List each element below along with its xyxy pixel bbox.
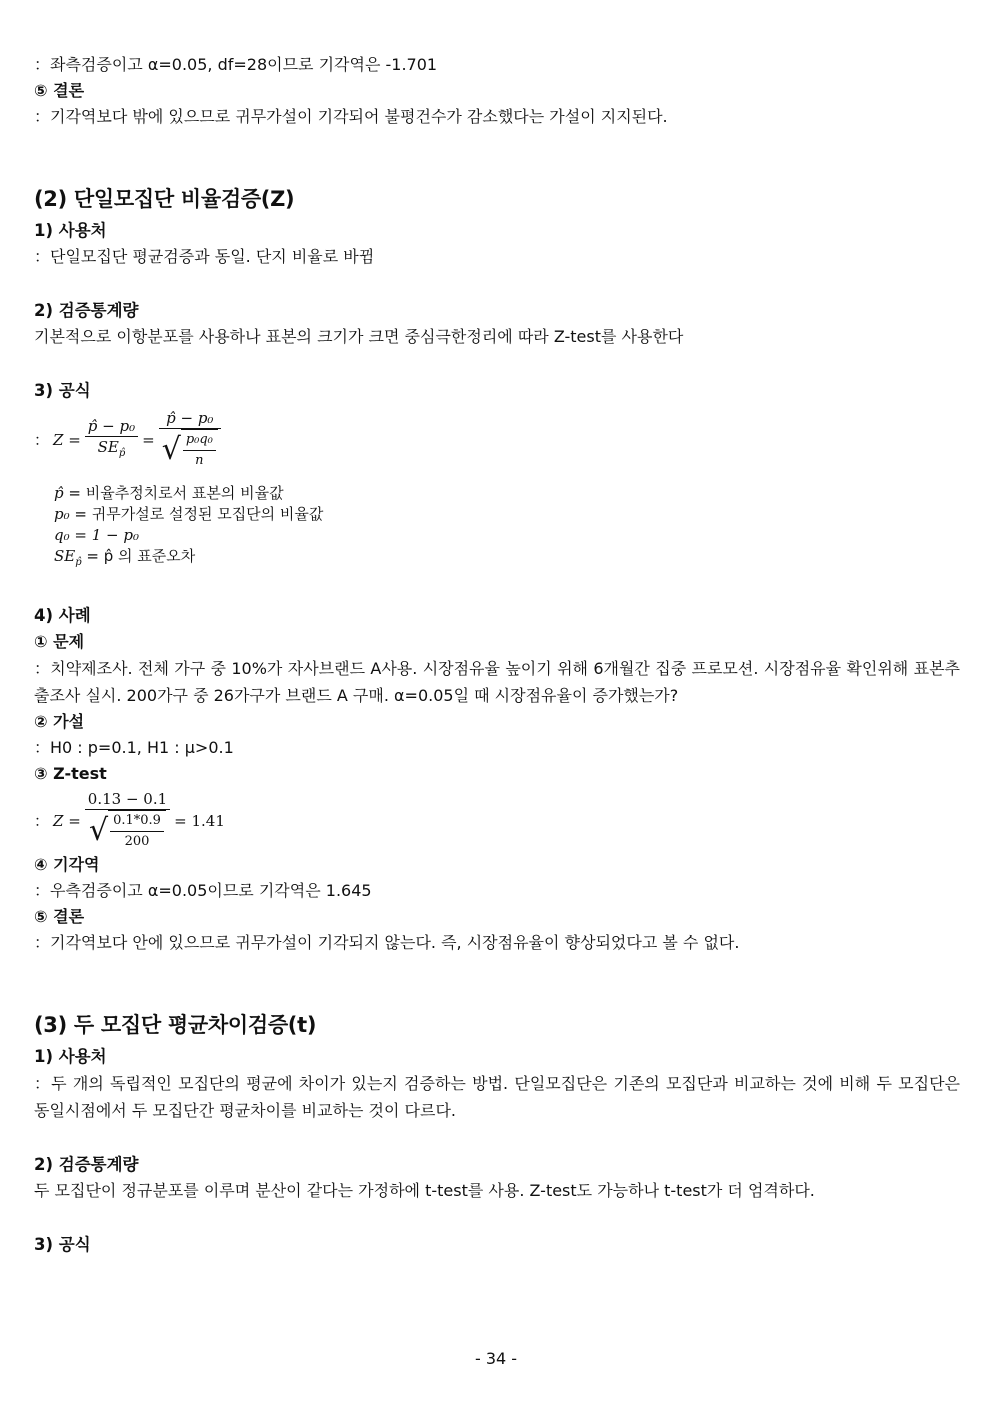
critical-heading: ④ 기각역: [34, 855, 100, 874]
usage-text: ：단일모집단 평균검증과 동일. 단지 비율로 바뀜: [34, 247, 375, 266]
definition-row: p₀ = 귀무가설로 설정된 모집단의 비율값: [54, 505, 324, 523]
formula-fraction-1: [85, 416, 138, 464]
hypothesis-heading: ② 가설: [34, 712, 85, 731]
page-number: - 34 -: [474, 1349, 518, 1368]
conclusion-text: ：기각역보다 밖에 있으므로 귀무가설이 기각되어 불평건수가 감소했다는 가설이 지지된다.: [34, 107, 668, 126]
formula-prefix: ：: [34, 812, 50, 830]
root-numerator: 0.1*0.9: [110, 811, 164, 832]
statistic-heading: 2) 검증통계량: [34, 1155, 139, 1174]
root-denominator: 200: [124, 834, 150, 849]
statistic-heading: 2) 검증통계량: [34, 301, 139, 320]
ztest-formula: [34, 789, 960, 852]
definition-row: $SE_{p̂}$ = p̂ 의 표준오차: [54, 547, 196, 568]
fraction-numerator: 0.13 − 0.1: [85, 789, 170, 810]
square-root: √ $\frac{0.1*0.9}{200}$: [89, 810, 166, 852]
root-numerator: p₀q₀: [183, 430, 216, 451]
z-formula: [34, 408, 960, 471]
fraction-denominator: [85, 810, 170, 852]
statistic-text: 두 모집단이 정규분포를 이루며 분산이 같다는 가정하에 t-test를 사용. Z-test도 가능하나 t-test가 더 엄격하다.: [34, 1181, 815, 1200]
section-title: (3) 두 모집단 평균차이검증(t): [34, 1013, 317, 1037]
conclusion-heading: ⑤ 결론: [34, 907, 85, 926]
ztest-result: = 1.41: [174, 811, 225, 830]
statistic-text: 기본적으로 이항분포를 사용하나 표본의 크기가 크면 중심극한정리에 따라 Z-test를 사용한다: [34, 327, 684, 346]
square-root: √ $\frac{\text{p₀q₀}}{n}$: [162, 429, 218, 471]
formula-equals: =: [142, 430, 155, 449]
fraction-numerator: p̂ − p₀: [159, 408, 221, 429]
ztest-heading: ③ Z-test: [34, 764, 107, 783]
critical-region-text: ：좌측검증이고 α=0.05, df=28이므로 기각역은 -1.701: [34, 55, 438, 74]
formula-lhs: Z =: [53, 811, 81, 830]
problem-heading: ① 문제: [34, 632, 85, 651]
critical-text: ：우측검증이고 α=0.05이므로 기각역은 1.645: [34, 881, 372, 900]
fraction-denominator: $SE_{p̂}$: [97, 437, 126, 459]
formula-fraction-2: [159, 408, 221, 471]
root-denominator: n: [195, 453, 204, 468]
formula-heading: 3) 공식: [34, 1235, 91, 1254]
definition-row: p̂ = 비율추정치로서 표본의 비율값: [54, 484, 284, 502]
conclusion-text: ：기각역보다 안에 있으므로 귀무가설이 기각되지 않는다. 즉, 시장점유율이 향상되었다고 볼 수 없다.: [34, 933, 740, 952]
formula-prefix: ：: [34, 431, 50, 449]
fraction-denominator: [159, 429, 221, 471]
section-title: (2) 단일모집단 비율검증(Z): [34, 187, 295, 211]
example-heading: 4) 사례: [34, 606, 91, 625]
definition-row: q₀ = 1 − p₀: [54, 526, 140, 544]
formula-lhs: Z =: [53, 430, 81, 449]
document-page: [34, 52, 960, 1258]
usage-heading: 1) 사용처: [34, 1047, 107, 1066]
problem-text: ：치약제조사. 전체 가구 중 10%가 자사브랜드 A사용. 시장점유율 높이기 위해 6개월간 집중 프로모션. 시장점유율 확인위해 표본추출조사 실시. 200가구 중 26가구가 브랜드 A 구매. α=0.05일 때 시장점유율이 증가했는가?: [34, 659, 960, 705]
formula-definitions: [54, 483, 960, 573]
ztest-fraction: [85, 789, 170, 852]
conclusion-heading: ⑤ 결론: [34, 81, 85, 100]
hypothesis-text: ：H0 : p=0.1, H1 : μ>0.1: [34, 738, 234, 757]
formula-heading: 3) 공식: [34, 381, 91, 400]
usage-heading: 1) 사용처: [34, 221, 107, 240]
usage-text: ：두 개의 독립적인 모집단의 평균에 차이가 있는지 검증하는 방법. 단일모집단은 기존의 모집단과 비교하는 것에 비해 두 모집단은 동일시점에서 두 모집단간 평균차이를 비교하는 것이 다르다.: [34, 1074, 960, 1120]
fraction-numerator: p̂ − p₀: [85, 416, 138, 437]
